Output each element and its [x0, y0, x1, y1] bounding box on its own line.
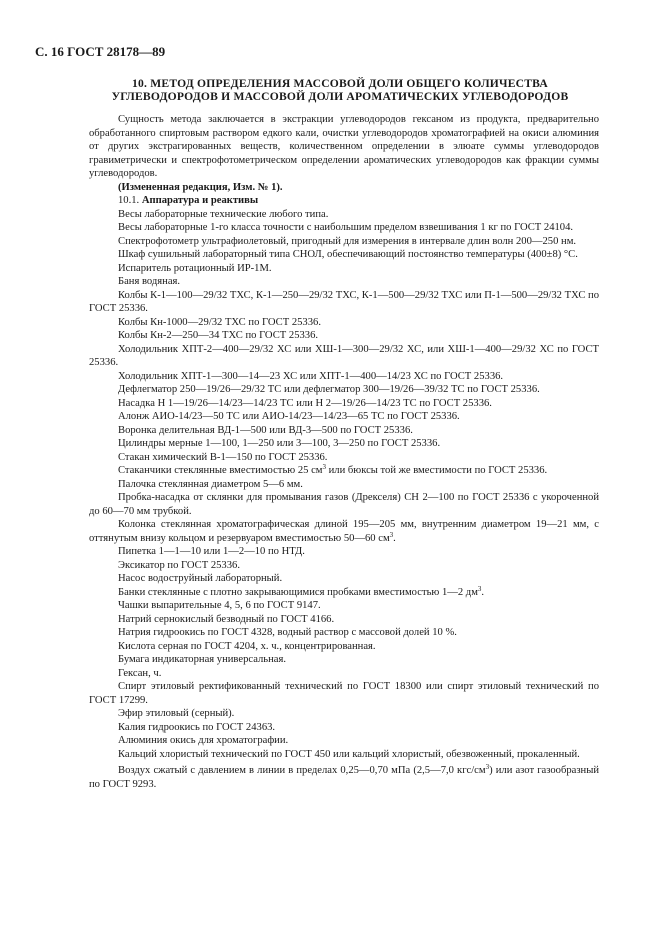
paragraph-text: Холодильник ХПТ-2—400—29/32 ХС или ХШ-1—300—29/32 ХС, или ХШ-1—400—29/32 ХС по ГОСТ 25336.	[89, 343, 599, 368]
paragraph-text: Натрия гидроокись по ГОСТ 4328, водный раствор с массовой долей 10 %.	[118, 627, 457, 638]
paragraph	[89, 437, 599, 451]
paragraph	[89, 275, 599, 289]
paragraph-text: Бумага индикаторная универсальная.	[118, 654, 287, 665]
paragraph-bold-text: (Измененная редакция, Изм. № 1).	[118, 181, 283, 193]
paragraph	[89, 734, 599, 748]
paragraph-text: Натрий сернокислый безводный по ГОСТ 4166.	[118, 613, 335, 625]
paragraph-text: Колбы К-1—100—29/32 ТХС, К-1—250—29/32 ТХС, К-1—500—29/32 ТХС или П-1—500—29/32 ТХС по ГОСТ 25336.	[89, 289, 599, 314]
paragraph	[89, 113, 599, 181]
paragraph-text: Чашки выпарительные 4, 5, 6 по ГОСТ 9147.	[118, 600, 321, 611]
paragraph	[89, 559, 599, 573]
paragraph-text: Весы лабораторные технические любого типа.	[118, 208, 329, 220]
paragraph-text: 10.1.	[118, 195, 142, 206]
paragraph-text: Кальций хлористый технический по ГОСТ 450 или кальций хлористый, обезвоженный, прокаленный.	[118, 748, 580, 760]
paragraph-text: Воронка делительная ВД-1—500 или ВД-3—500 по ГОСТ 25336.	[118, 424, 413, 436]
paragraph	[89, 316, 599, 330]
paragraph-text: Колонка стеклянная хроматографическая длиной 195—205 мм, внутренним диаметром 19—21 мм, с оттянутым внизу кольцом и резервуаром вместимостью 50—60 см	[89, 519, 599, 544]
paragraph-text: Стакан химический В-1—150 по ГОСТ 25336.	[118, 451, 328, 463]
paragraph-text-continued: .	[393, 532, 396, 544]
paragraph-text: Сущность метода заключается в экстракции углеводородов гексаном из продукта, предварительно обработанного спиртовым раствором едкого кали, очистки углеводородов хроматографией на окиси алюминия от других экстрагированных веществ, количественном определении в элюате суммы углеводородов гравиметрически и спектрофотометрическом определении ароматических углеводородов как фракции суммы углеводородов.	[89, 114, 599, 179]
paragraph	[89, 653, 599, 667]
paragraph-text: Гексан, ч.	[118, 667, 162, 679]
paragraph	[89, 208, 599, 222]
paragraph	[89, 545, 599, 559]
paragraph-text: Насадка Н 1—19/26—14/23—14/23 ТС или Н 2—19/26—14/23 ТС по ГОСТ 25336.	[118, 397, 492, 409]
paragraph-text: Воздух сжатый с давлением в линии в пределах 0,25—0,70 мПа (2,5—7,0 кгс/см	[118, 765, 486, 776]
paragraph	[89, 424, 599, 438]
paragraph	[89, 491, 599, 518]
paragraph-text-continued: ) или азот газообразный по ГОСТ 9293.	[89, 765, 599, 790]
superscript: 3	[485, 763, 490, 771]
paragraph	[89, 518, 599, 545]
paragraph	[89, 599, 599, 613]
paragraph-text: Дефлегматор 250—19/26—29/32 ТС или дефлегматор 300—19/26—39/32 ТС по ГОСТ 25336.	[118, 384, 540, 395]
paragraph-text: Кислота серная по ГОСТ 4204, х. ч., концентрированная.	[118, 640, 376, 652]
paragraph-text: Банки стеклянные с плотно закрывающимися пробками вместимостью 1—2 дм	[118, 586, 478, 598]
paragraph	[89, 329, 599, 343]
paragraph-text: Холодильник ХПТ-1—300—14—23 ХС или ХПТ-1—400—14/23 ХС по ГОСТ 25336.	[118, 370, 504, 382]
paragraph-text: Спирт этиловый ректификованный технический по ГОСТ 18300 или спирт этиловый технический по ГОСТ 17299.	[89, 681, 599, 706]
paragraph	[89, 221, 599, 235]
paragraph-text: Пипетка 1—1—10 или 1—2—10 по НТД.	[118, 546, 305, 557]
paragraph	[89, 410, 599, 424]
paragraph	[89, 680, 599, 707]
paragraph	[89, 764, 599, 791]
paragraph	[89, 667, 599, 681]
paragraph-bold-text: Аппаратура и реактивы	[141, 195, 259, 206]
paragraph	[89, 748, 599, 762]
paragraph-text: Пробка-насадка от склянки для промывания газов (Дрекселя) СН 2—100 по ГОСТ 25336 с укороченной до 60—70 мм трубкой.	[89, 492, 599, 517]
paragraph	[89, 181, 599, 195]
paragraph	[89, 640, 599, 654]
paragraph	[89, 343, 599, 370]
paragraph-text: Насос водоструйный лабораторный.	[118, 573, 283, 584]
paragraph	[89, 572, 599, 586]
paragraph	[89, 707, 599, 721]
paragraph-text: Стаканчики стеклянные вместимостью 25 см	[118, 465, 323, 476]
paragraph	[89, 194, 599, 208]
paragraph-text: Эксикатор по ГОСТ 25336.	[118, 559, 240, 571]
paragraph	[89, 626, 599, 640]
paragraph	[89, 383, 599, 397]
page-header: С. 16 ГОСТ 28178—89	[35, 44, 166, 59]
paragraph	[89, 262, 599, 276]
superscript: 3	[322, 463, 326, 471]
paragraph-text: Палочка стеклянная диаметром 5—6 мм.	[118, 478, 303, 490]
superscript: 3	[477, 584, 482, 593]
section-title-line-1: 10. МЕТОД ОПРЕДЕЛЕНИЯ МАССОВОЙ ДОЛИ ОБЩЕГО КОЛИЧЕСТВА	[132, 77, 548, 90]
paragraph	[89, 289, 599, 316]
paragraph	[89, 235, 599, 249]
section-title	[60, 77, 620, 103]
document-body	[89, 113, 599, 791]
paragraph-text: Алонж АИО-14/23—50 ТС или АИО-14/23—14/23—65 ТС по ГОСТ 25336.	[118, 411, 460, 422]
paragraph-text: Испаритель ротационный ИР-1М.	[118, 262, 272, 274]
paragraph-text: Эфир этиловый (серный).	[118, 708, 235, 719]
paragraph-text: Колбы Кн-2—250—34 ТХС по ГОСТ 25336.	[118, 330, 319, 341]
superscript: 3	[389, 530, 394, 539]
paragraph-text: Весы лабораторные 1-го класса точности с наибольшим пределом взвешивания 1 кг по ГОСТ 24104.	[118, 222, 574, 233]
paragraph-text: Шкаф сушильный лабораторный типа СНОЛ, обеспечивающий постоянство температуры (400±8) °С.	[118, 249, 578, 260]
paragraph	[89, 464, 599, 478]
paragraph-text-continued: .	[481, 586, 485, 598]
paragraph	[89, 397, 599, 411]
paragraph-text-continued: или бюксы той же вместимости по ГОСТ 25336.	[325, 465, 548, 476]
paragraph	[89, 451, 599, 465]
paragraph	[89, 586, 599, 600]
paragraph-text: Спектрофотометр ультрафиолетовый, пригодный для измерения в интервале длин волн 200—250 нм.	[118, 235, 577, 247]
paragraph-text: Колбы Кн-1000—29/32 ТХС по ГОСТ 25336.	[118, 316, 321, 328]
paragraph-text: Калия гидроокись по ГОСТ 24363.	[118, 721, 276, 733]
section-title-line-2: УГЛЕВОДОРОДОВ И МАССОВОЙ ДОЛИ АРОМАТИЧЕСКИХ УГЛЕВОДОРОДОВ	[111, 90, 569, 103]
paragraph-text: Цилиндры мерные 1—100, 1—250 или 3—100, 3—250 по ГОСТ 25336.	[118, 438, 441, 449]
paragraph	[89, 613, 599, 627]
paragraph-text: Алюминия окись для хроматографии.	[118, 735, 289, 746]
paragraph-text: Баня водяная.	[118, 276, 181, 287]
paragraph	[89, 370, 599, 384]
paragraph	[89, 721, 599, 735]
paragraph	[89, 478, 599, 492]
paragraph	[89, 248, 599, 262]
